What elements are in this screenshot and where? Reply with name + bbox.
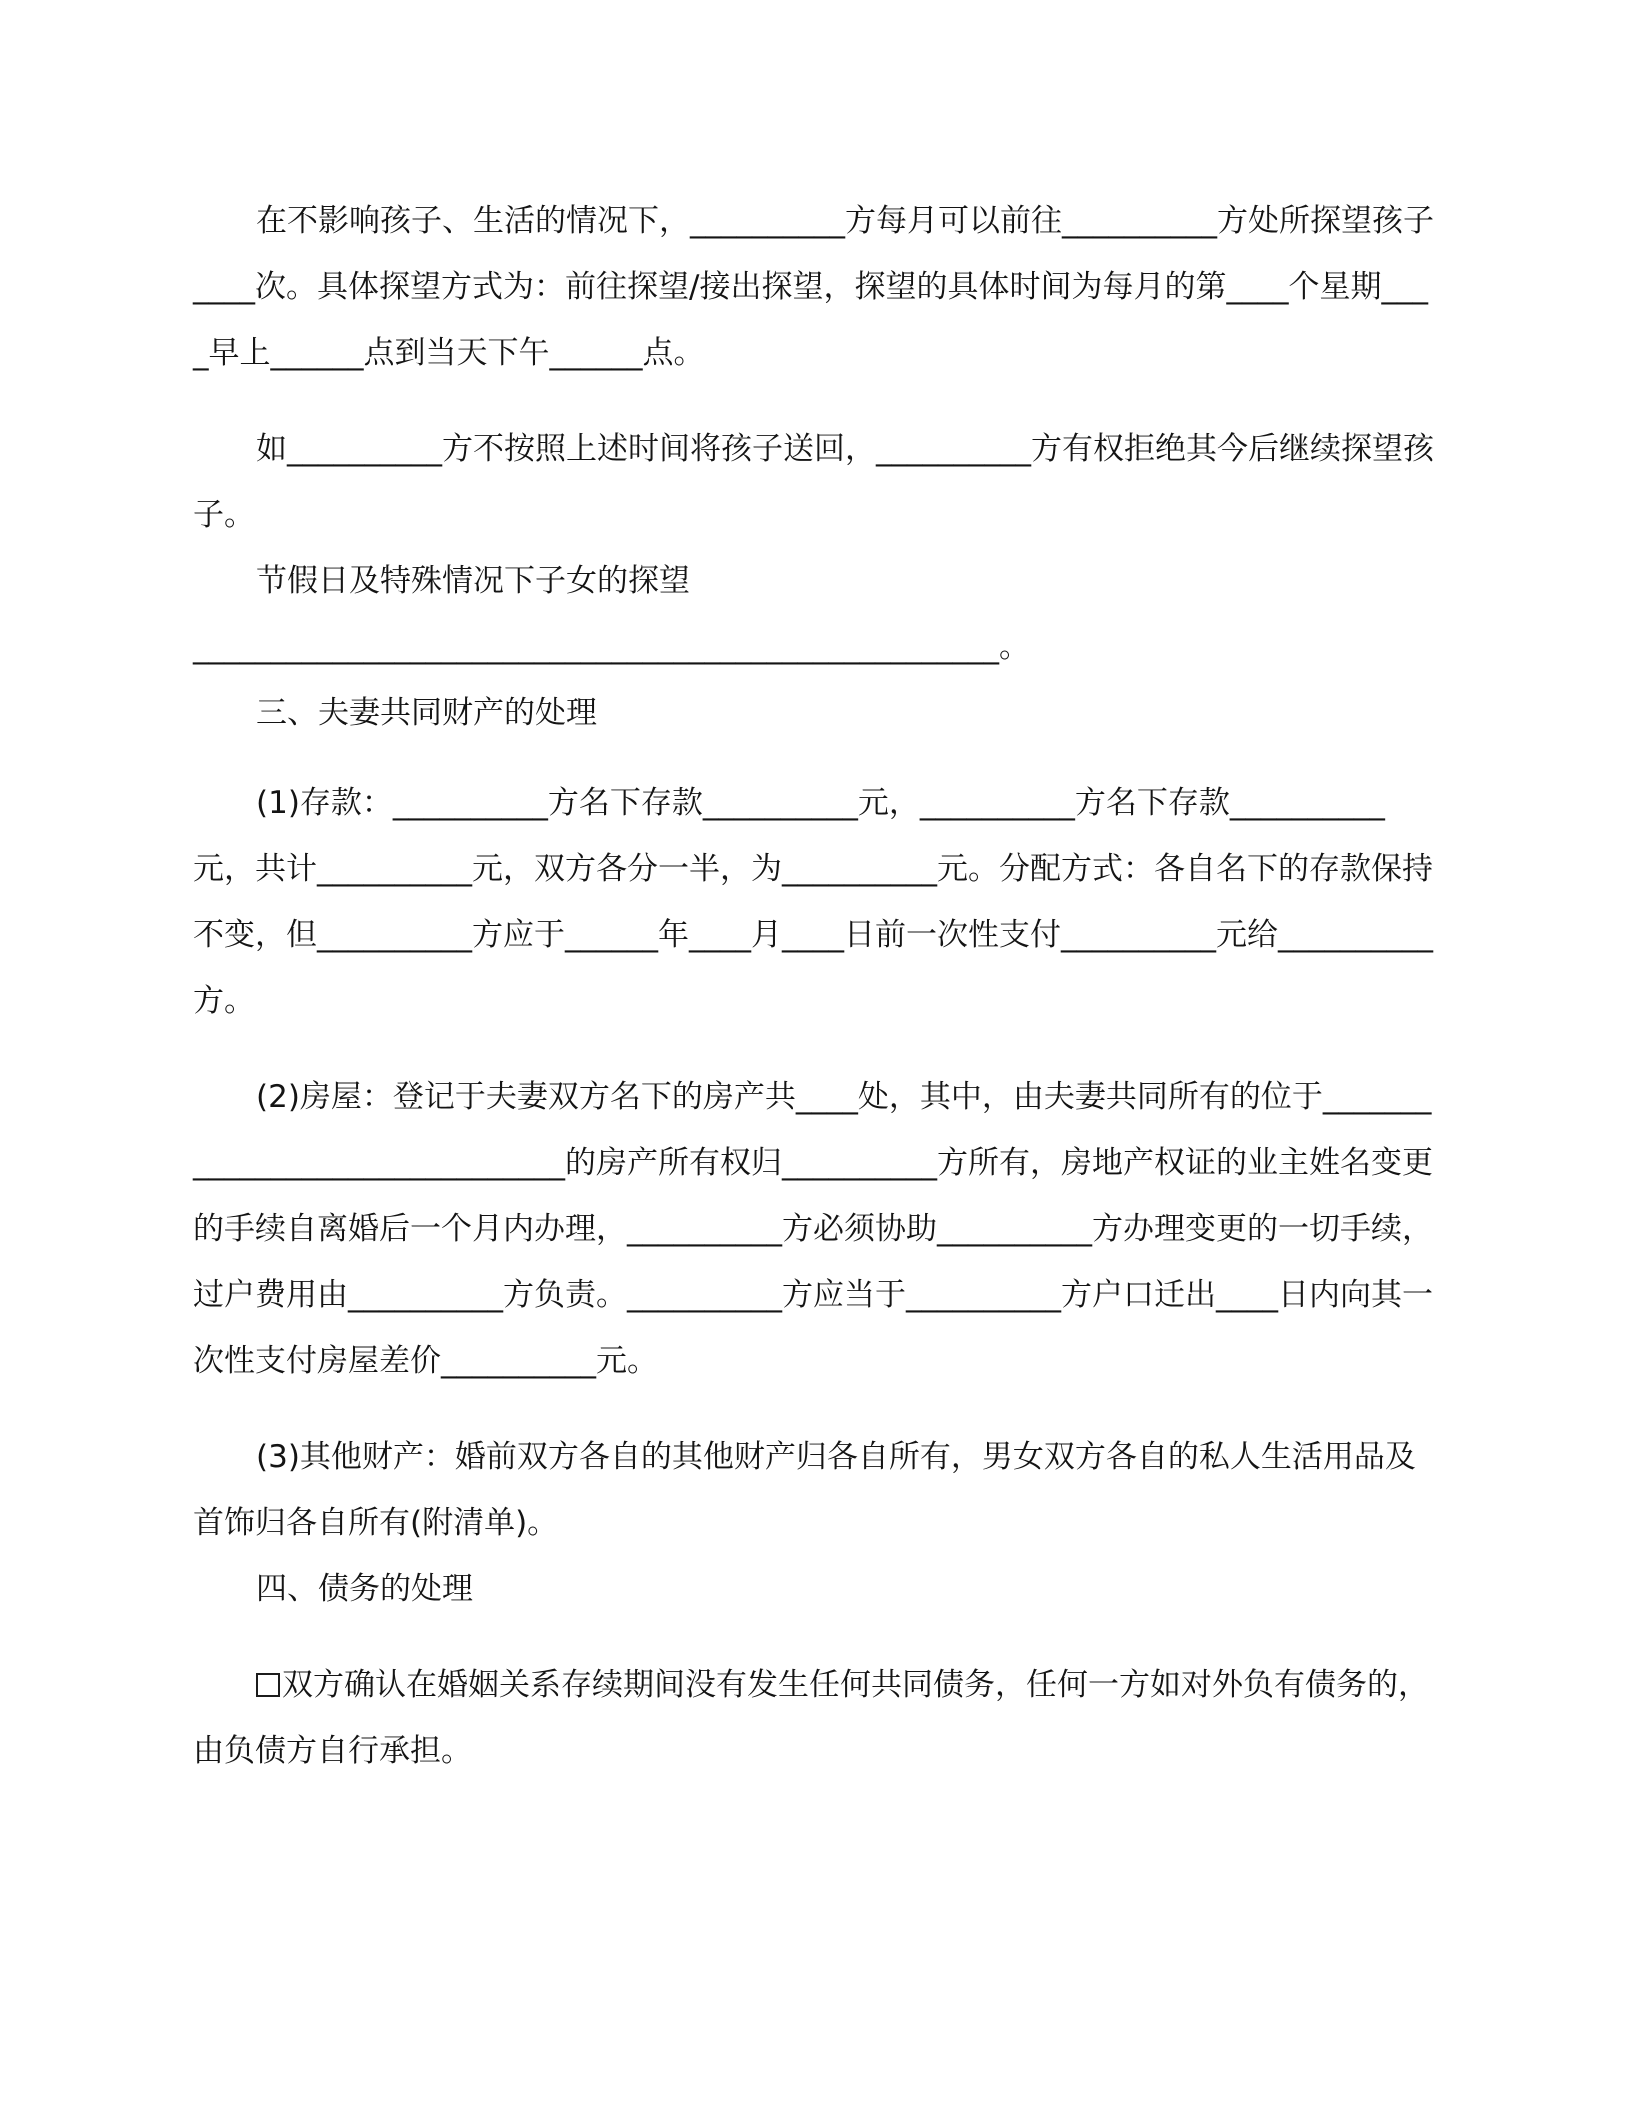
holiday-visitation-blank: ____________________________________________________。	[193, 629, 1030, 665]
other-property-paragraph: (3)其他财产：婚前双方各自的其他财产归各自所有，男女双方各自的私人生活用品及首饰归各自所有(附清单)。	[193, 1439, 1416, 1541]
house-paragraph: (2)房屋：登记于夫妻双方名下的房产共____处，其中，由夫妻共同所有的位于_______________________________的房产所有权归__________方所有，房地产权证的业主姓名变更的手续自离婚后一个月内办理，__________方必须协助__________方办理变更的一切手续，过户费用由__________方负责。__________方应当于__________方户口迁出____日内向其一次性支付房屋差价__________元。	[193, 1079, 1433, 1379]
holiday-visitation-label: 节假日及特殊情况下子女的探望	[256, 563, 690, 599]
document-body	[193, 188, 1438, 1784]
visitation-paragraph: 在不影响孩子、生活的情况下，__________方每月可以前往__________方处所探望孩子____次。具体探望方式为：前往探望/接出探望，探望的具体时间为每月的第____个星期____早上______点到当天下午______点。	[193, 203, 1434, 371]
debt-option-text: 双方确认在婚姻关系存续期间没有发生任何共同债务，任何一方如对外负有债务的，由负债方自行承担。	[193, 1667, 1429, 1769]
debt-option-checkbox[interactable]	[256, 1673, 280, 1697]
return-child-paragraph: 如__________方不按照上述时间将孩子送回，__________方有权拒绝其今后继续探望孩子。	[193, 431, 1434, 533]
section-heading-property: 三、夫妻共同财产的处理	[256, 695, 597, 731]
deposits-paragraph: (1)存款：__________方名下存款__________元，__________方名下存款__________元，共计__________元，双方各分一半，为__________元。分配方式：各自名下的存款保持不变，但__________方应于______年____月____日前一次性支付__________元给__________方。	[193, 785, 1433, 1019]
debt-option-paragraph	[193, 1652, 1438, 1784]
section-heading-debts: 四、债务的处理	[256, 1571, 473, 1607]
